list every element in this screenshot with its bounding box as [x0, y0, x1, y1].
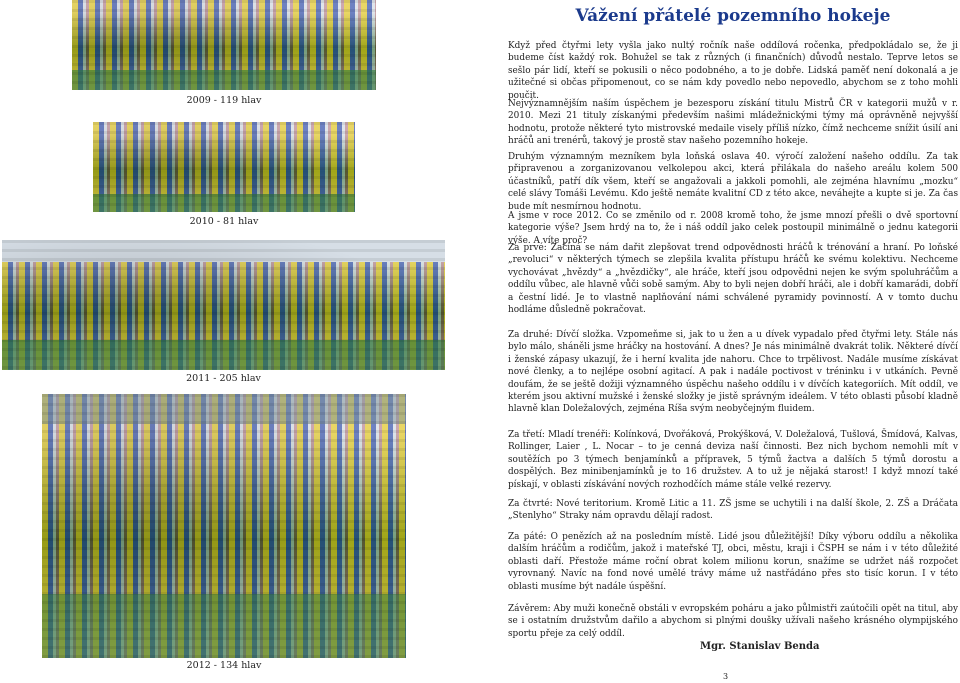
article-paragraph: Druhým významným mezníkem byla loňská oslava 40. výročí založení našeho oddílu. Za tak připravenou a zorganizovanou velkolepou akci, která přilákala do našeho areálu kolem 500 účastníků, patří dík všem, kteří se angažovali a jakkoli pomohli, ale zejména hlavnímu „mozku“ celé slávy Tomáši Levému. Kdo ještě nemáte kvalitní CD z této akce, neváhejte a kupte si je. Za čas bude mít nesmírnou hodnotu.	[508, 152, 958, 212]
team-photo-2009	[72, 0, 376, 90]
photo-caption-2011: 2011 - 205 hlav	[186, 373, 261, 384]
signature: Mgr. Stanislav Benda	[700, 641, 820, 652]
article-paragraph: Za druhé: Dívčí složka. Vzpomeňme si, jak to u žen a u dívek vypadalo před čtyřmi lety. Stále nás bylo málo, sháněli jsme hráčky na hostování. A dnes? Je nás minimálně dvakrát tolik. Některé dívčí i ženské zápasy ukazují, že i herní kvalita jde nahoru. Chce to trpělivost. Nadále musíme získávat nové členky, a to nejlépe osobní agitací. A pak i nadále poctivost v tréninku i v utkáních. Pevně doufám, že se ještě dožiji významného úspěchu našeho oddílu i v dívčích kategoriích. Mít oddíl, ve kterém jsou aktivní mužské i ženské složky je jistě správným ideálem. V této oblasti působí kladně hlavně klan Doležalových, zejména Ríša svým neobyčejným fluidem.	[508, 330, 958, 415]
article-paragraph: A jsme v roce 2012. Co se změnilo od r. 2008 kromě toho, že jsme mnozí přešli o dvě sportovní kategorie výše? Jsem hrdý na to, že i náš oddíl jako celek postoupil minimálně o jednu kategorii výše. A víte proč?	[508, 211, 958, 246]
photo-caption-2012: 2012 - 134 hlav	[186, 660, 262, 671]
article-paragraph: Za páté: O penězích až na posledním místě. Lidé jsou důležitější! Díky výboru oddílu a několika dalším hráčům a rodičům, jakož i mateřské TJ, obci, městu, kraji i ČSPH se nám i v této důležité oblasti daří. Přestože máme roční obrat kolem milionu korun, snažíme se udržet náš rozpočet vyrovnaný. Navíc na fond nové umělé trávy máme už nastřádáno přes sto tisíc korun. I v této oblasti musíme být nadále úspěšní.	[508, 532, 958, 592]
article-paragraph: Za prvé: Začíná se nám dařit zlepšovat trend odpovědnosti hráčů k trénování a hraní. Po loňské „revoluci“ v některých týmech se zlepšila kvalita přístupu hráčů ke svému kolektivu. Nechceme vychovávat „hvězdy“ a „hvězdičky“, ale hráče, kteří jsou odpovědni nejen ke svým spoluhráčům a oddílu vůbec, ale hlavně vůči sobě samým. Aby to byli nejen dobří hráči, ale i dobří kamarádi, dobří a čestní lidé. Je to vlastně naplňování námi schválené pyramidy povinností. A v tomto duchu hodláme důsledně pokračovat.	[508, 243, 958, 316]
photo-caption-2009: 2009 - 119 hlav	[186, 95, 262, 106]
article-paragraph: Závěrem: Aby muži konečně obstáli v evropském poháru a jako půlmistři zaútočili opět na titul, aby se i ostatním družstvům dařilo a abychom si plnými doušky užívali našeho krásného olympijského sportu přeje za celý oddíl.	[508, 604, 958, 639]
page-number: 3	[723, 672, 729, 681]
team-photo-2010	[93, 122, 355, 212]
article-paragraph: Za třetí: Mladí trenéři: Kolínková, Dvořáková, Prokýšková, V. Doležalová, Tušlová, Šmídová, Kalvas, Rollinger, Laier , L. Nocar – to je cenná deviza naší činnosti. Bez nich bychom nemohli mít v soutěžích po 3 týmech benjamínků a přípravek, 5 týmů žactva a dalších 5 týmů dorostu a dospělých. Bez minibenjamínků je to 16 družstev. A to už je nějaká starost! I když mnozí také pískají, v oblasti získávání nových rozhodčích máme stále velké rezervy.	[508, 430, 958, 490]
article-paragraph: Nejvýznamnějším naším úspěchem je bezesporu získání titulu Mistrů ČR v kategorii mužů v r. 2010. Mezi 21 tituly získanými především našimi mládežnickými týmy má oprávněně nejvyšší hodnotu, protože některé tyto mistrovské medaile visely příliš nízko, čímž nechceme snížit úsilí ani hráčů ani trenérů, takový je prostě stav našeho pozemního hokeje.	[508, 99, 958, 147]
team-photo-2012	[42, 394, 406, 658]
article-paragraph: Když před čtyřmi lety vyšla jako nultý ročník naše oddílová ročenka, předpokládalo se, že ji budeme číst každý rok. Bohužel se tak z různých (i finančních) důvodů nestalo. Teprve letos se sešlo pár lidí, kteří se pokusili o něco podobného, a to je dobře. Lidská paměť není dokonalá a je užitečné si občas připomenout, co se nám kdy povedlo nebo nepovedlo, abychom se z toho mohli poučit.	[508, 41, 958, 101]
article-paragraph: Za čtvrté: Nové teritorium. Kromě Litic a 11. ZŠ jsme se uchytili i na další škole, 2. ZŠ a Dráčata „Stenlyho“ Straky nám opravdu dělají radost.	[508, 499, 958, 522]
article-title: Vážení přátelé pozemního hokeje	[575, 6, 891, 26]
team-photo-2011	[2, 240, 445, 370]
photo-caption-2010: 2010 - 81 hlav	[189, 216, 259, 227]
